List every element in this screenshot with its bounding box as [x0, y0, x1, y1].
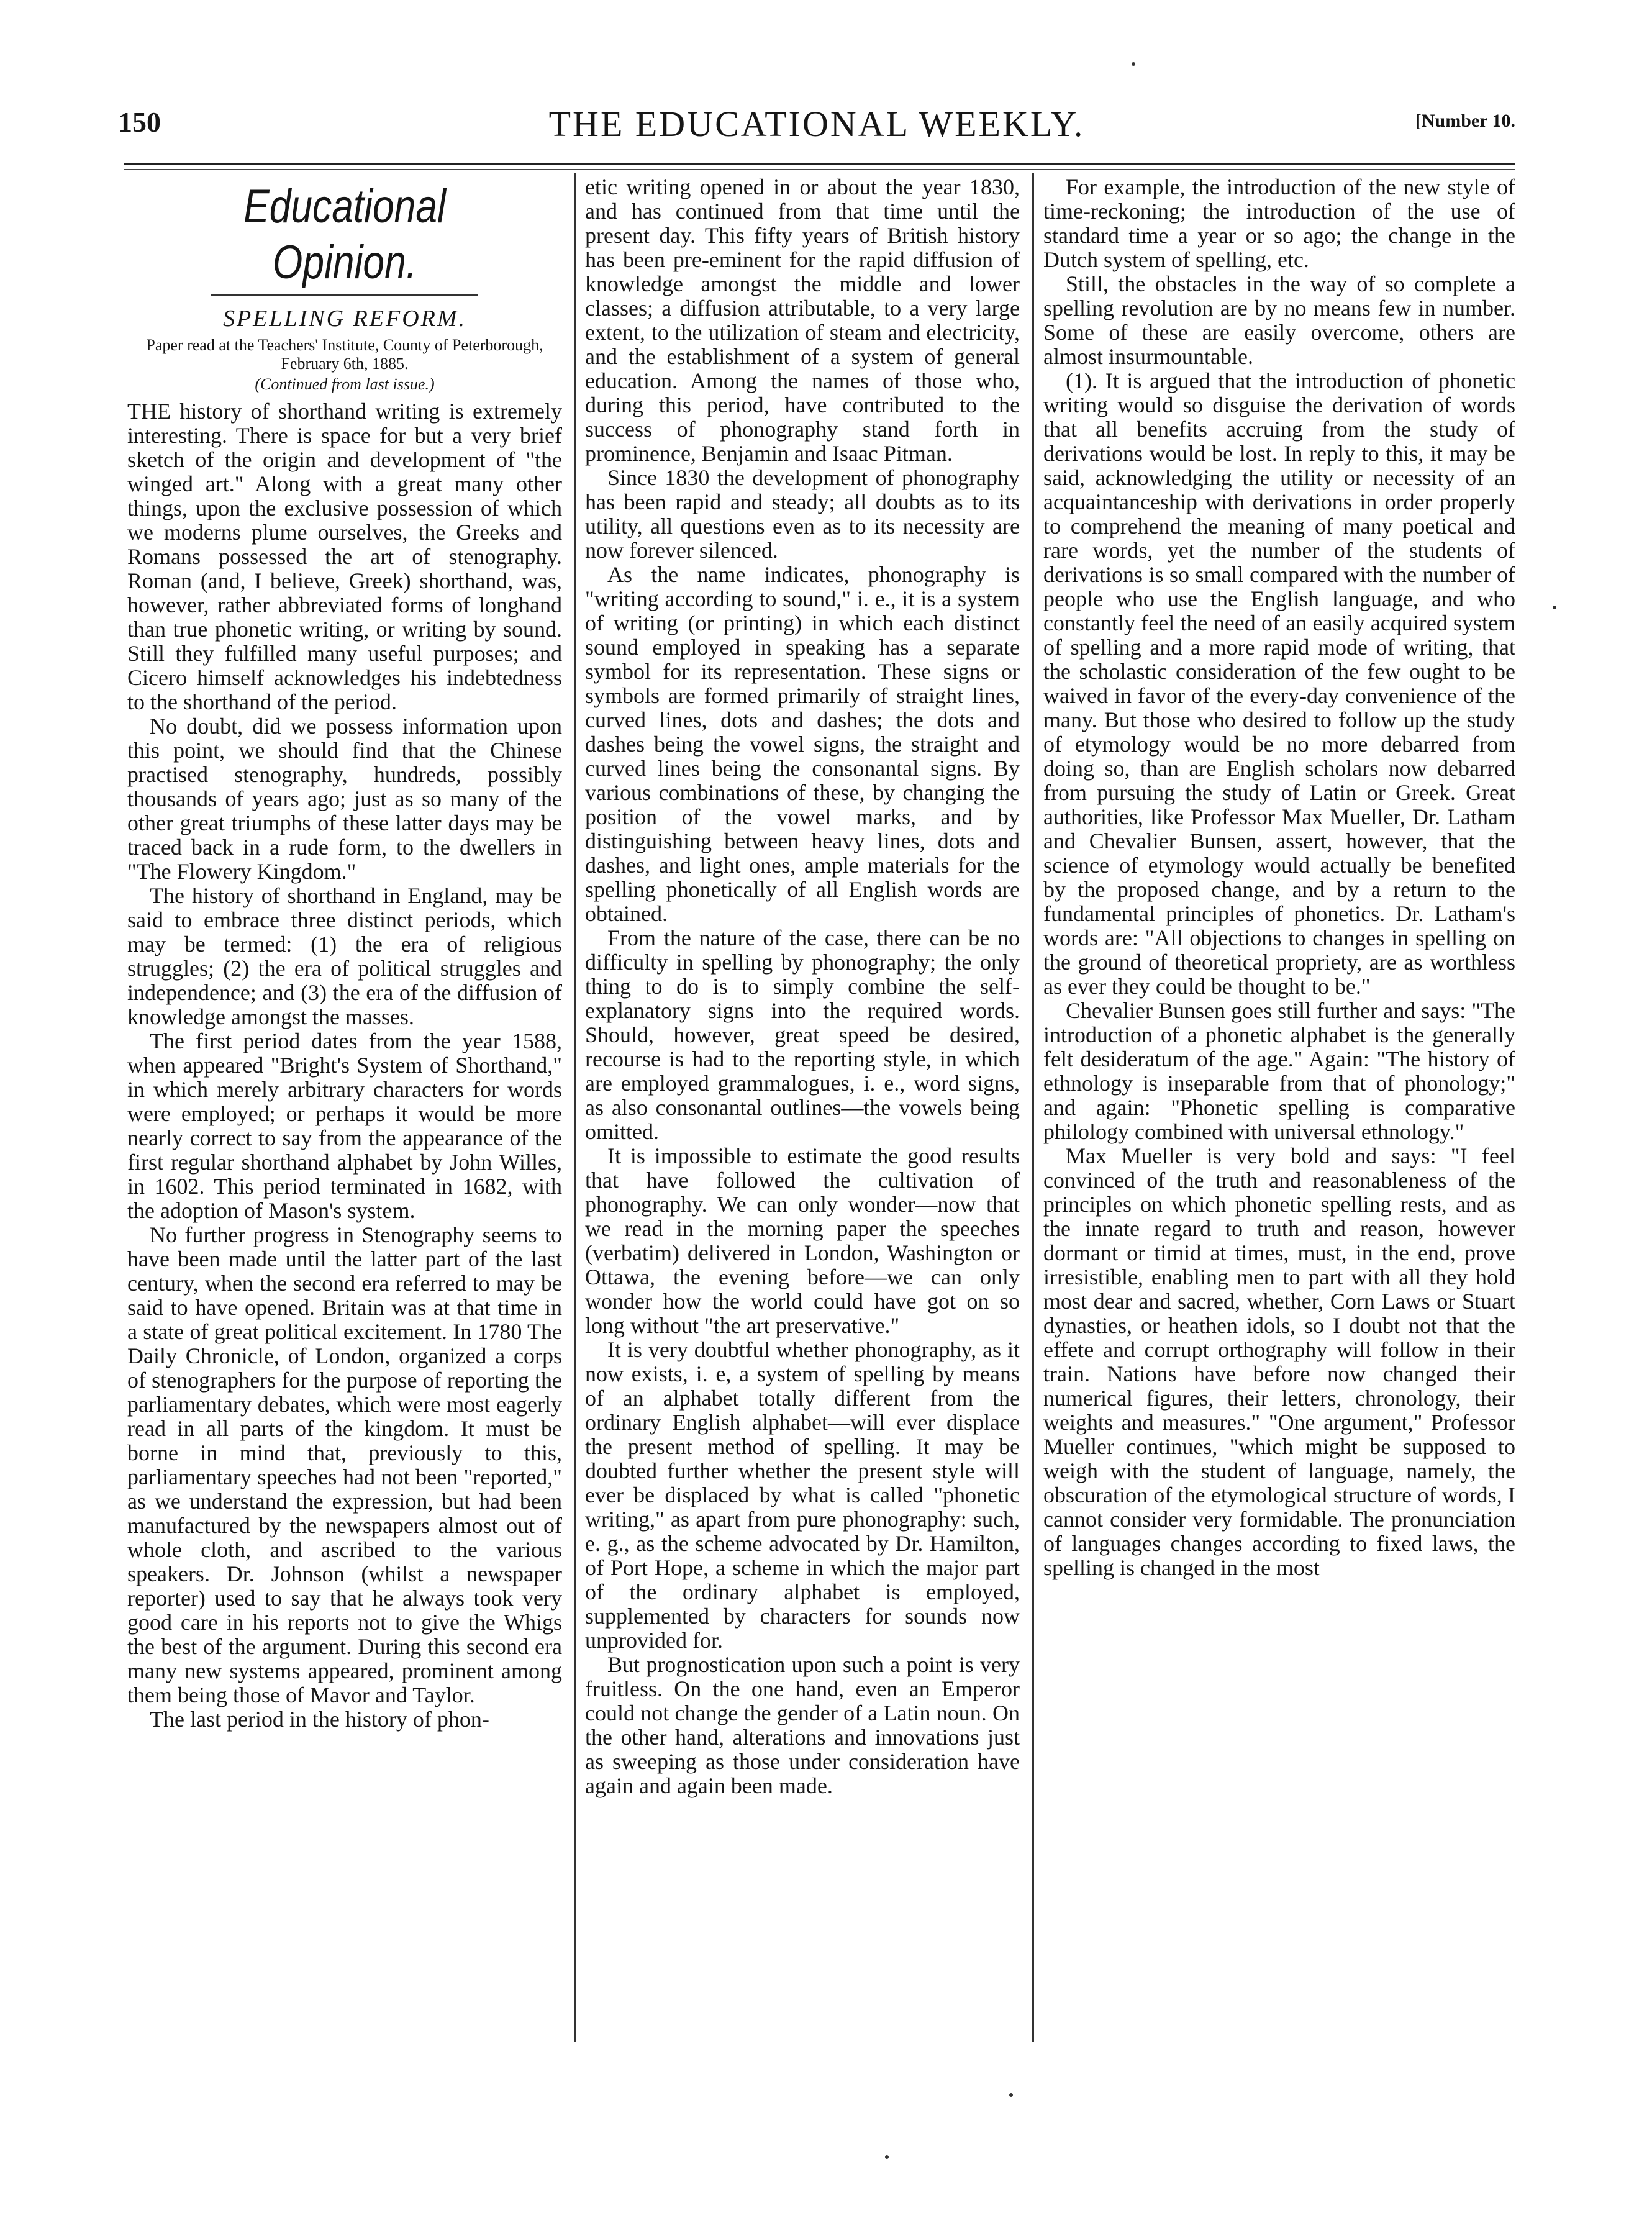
print-speck [1009, 2093, 1013, 2097]
paragraph: (1). It is argued that the introduction of phonetic writing would so disguise the derivation of words that all benefits accruing from the study of derivations would be lost. In reply to this, it may be said, acknowledging the utility or necessity of an acquaintanceship with derivations in order properly to comprehend the meaning of many poetical and rare words, yet the number of the students of derivations is so small compared with the number of people who use the English language, and who constantly feel the need of an easily acquired system of spelling and a more rapid mode of writing, that the scholastic consideration of the few ought to be waived in favor of the every-day convenience of the many. But those who desired to follow up the study of etymology would be no more debarred from doing so, than are English scholars now debarred from pursuing the study of Latin or Greek. Great authorities, like Professor Max Mueller, Dr. Latham and Chevalier Bunsen, assert, however, that the science of etymology would actually be benefited by the proposed change, and by a return to the fundamental principles of phonetics. Dr. Latham's words are: "All objections to changes in spelling on the ground of theoretical propriety, are as worthless as ever they could be thought to be." [1043, 368, 1515, 999]
column-1 [127, 175, 562, 1732]
paragraph: As the name indicates, phonography is "writing according to sound," i. e., it is a system of writing (or printing) in which each distinct sound employed in speaking has a separate symbol for its representation. These signs or symbols are formed primarily of straight lines, curved lines, dots and dashes; the dots and dashes being the vowel signs, the straight and curved lines being the consonantal signs. By various combinations of these, by changing the position of the vowel marks, and by distinguishing between heavy lines, dots and dashes, and light ones, ample materials for the spelling phonetically of all English words are obtained. [585, 562, 1020, 926]
column-3 [1043, 175, 1515, 1580]
paragraph: Max Mueller is very bold and says: "I feel convinced of the truth and reasonableness of the principles on which phonetic spelling rests, and as the innate regard to truth and reason, however dormant or timid at times, must, in the end, prove irresistible, enabling men to part with all they hold most dear and sacred, whether, Corn Laws or Stuart dynasties, or heathen idols, so I doubt not that the effete and corrupt orthography will follow in their train. Nations have before now changed their numerical figures, their letters, chronology, their weights and measures." "One argument," Professor Mueller continues, "which might be supposed to weigh with the student of language, namely, the obscuration of the etymological structure of words, I cannot consider very formidable. The pronunciation of languages changes according to fixed laws, the spelling is changed in the most [1043, 1143, 1515, 1580]
column-separator [1032, 173, 1034, 2042]
continued-note: (Continued from last issue.) [255, 375, 435, 393]
paragraph: etic writing opened in or about the year 1830, and has continued from that time until the present day. This fifty years of British history has been pre-eminent for the rapid diffusion of knowledge amongst the middle and lower classes; a diffusion attributable, to a very large extent, to the utilization of steam and electricity, and the establishment of a system of general education. Among the names of those who, during this period, have contributed to the success of phonography stand forth in prominence, Benjamin and Isaac Pitman. [585, 175, 1020, 466]
section-title: Educational Opinion. [243, 180, 446, 289]
paragraph: The first period dates from the year 1588, when appeared "Bright's System of Shorthand," in which merely arbitrary characters for words were employed; or perhaps it would be more nearly correct to say from the appearance of the first regular shorthand alphabet by John Willes, in 1602. This period terminated in 1682, with the adoption of Mason's system. [127, 1029, 562, 1223]
column-separator [574, 173, 576, 2042]
paragraph: Still, the obstacles in the way of so complete a spelling revolution are by no means few in number. Some of these are easily overcome, others are almost insurmountable. [1043, 271, 1515, 369]
paragraph: The history of shorthand in England, may be said to embrace three distinct periods, which may be termed: (1) the era of religious struggles; (2) the era of political struggles and independence; and (3) the era of the diffusion of knowledge amongst the masses. [127, 883, 562, 1029]
paragraph: The last period in the history of phon- [150, 1707, 489, 1732]
header-rule [124, 163, 1515, 165]
column-2 [585, 175, 1020, 1798]
article-title: SPELLING REFORM. [222, 306, 467, 332]
paragraph: It is impossible to estimate the good results that have followed the cultivation of phonography. We can only wonder—now that we read in the morning paper the speeches (verbatim) delivered in London, Washington or Ottawa, the evening before—we can only wonder how the world could have got on so long without "the art preservative." [585, 1143, 1020, 1338]
paragraph: For example, the introduction of the new style of time-reckoning; the introduction of the use of standard time a year or so ago; the change in the Dutch system of spelling, etc. [1043, 175, 1515, 272]
paragraph: But prognostication upon such a point is very fruitless. On the one hand, even an Emperor could not change the gender of a Latin noun. On the other hand, alterations and innovations just as sweeping as those under consideration have again and again been made. [585, 1652, 1020, 1798]
print-speck [1132, 62, 1135, 66]
issue-number: [Number 10. [1415, 111, 1515, 131]
paragraph: It is very doubtful whether phonography, as it now exists, i. e, a system of spelling by means of an alphabet totally different from the ordinary English alphabet—will ever displace the present method of spelling. It may be doubted further whether the present style will ever be displaced by what is called "phonetic writing," as apart from pure phonography: such, e. g., as the scheme advocated by Dr. Hamilton, of Port Hope, a scheme in which the major part of the ordinary alphabet is employed, supplemented by characters for sounds now unprovided for. [585, 1337, 1020, 1653]
paragraph: From the nature of the case, there can be no difficulty in spelling by phonography; the only thing to do is to simply combine the self-explanatory signs into the required words. Should, however, great speed be desired, recourse is had to the reporting style, in which are employed grammalogues, i. e., word signs, as also consonantal outlines—the vowels being omitted. [585, 925, 1020, 1144]
page-number: 150 [118, 106, 161, 138]
print-speck [885, 2155, 889, 2159]
paragraph: No further progress in Stenography seems to have been made until the latter part of the last century, when the second era referred to may be said to have opened. Britain was at that time in a state of great political excitement. In 1780 The Daily Chronicle, of London, organized a corps of stenographers for the purpose of reporting the parliamentary debates, which were most eagerly read in all parts of the kingdom. It must be borne in mind that, previously to this, parliamentary speeches had not been "reported," as we understand the expression, but had been manufactured by the newspapers almost out of whole cloth, and ascribed to the various speakers. Dr. Johnson (whilst a newspaper reporter) used to say that he always took very good care in his reports not to give the Whigs the best of the argument. During this second era many new systems appeared, prominent among them being those of Mavor and Taylor. [127, 1222, 562, 1707]
paragraph: No doubt, did we possess information upon this point, we should find that the Chinese practised stenography, hundreds, possibly thousands of years ago; just as so many of the other great triumphs of these latter days may be traced back in a rude form, to the dwellers in "The Flowery Kingdom." [127, 714, 562, 884]
header-rule-thin [124, 169, 1515, 170]
journal-title: THE EDUCATIONAL WEEKLY. [548, 104, 1085, 144]
paragraph: Chevalier Bunsen goes still further and says: "The introduction of a phonetic alphabet is the generally felt desideratum of the age." Again: "The history of ethnology is inseparable from that of phonology;" and again: "Phonetic spelling is comparative philology combined with universal ethnology." [1043, 998, 1515, 1144]
article-subtitle: Paper read at the Teachers' Institute, County of Peterborough, February 6th, 1885. [146, 336, 543, 373]
paragraph: THE history of shorthand writing is extremely interesting. There is space for but a very brief sketch of the origin and development of "the winged art." Along with a great many other things, upon the exclusive possession of which we moderns plume ourselves, the Greeks and Romans possessed the art of stenography. Roman (and, I believe, Greek) shorthand, was, however, rather abbreviated forms of longhand than true phonetic writing, or writing by sound. Still they fulfilled many useful purposes; and Cicero himself acknowledges his indebtedness to the shorthand of the period. [127, 399, 562, 714]
print-speck [1553, 606, 1556, 609]
section-rule [211, 294, 478, 296]
page-header [118, 106, 1515, 155]
paragraph: Since 1830 the development of phonography has been rapid and steady; all doubts as to its utility, all questions even as to its necessity are now forever silenced. [585, 465, 1020, 563]
